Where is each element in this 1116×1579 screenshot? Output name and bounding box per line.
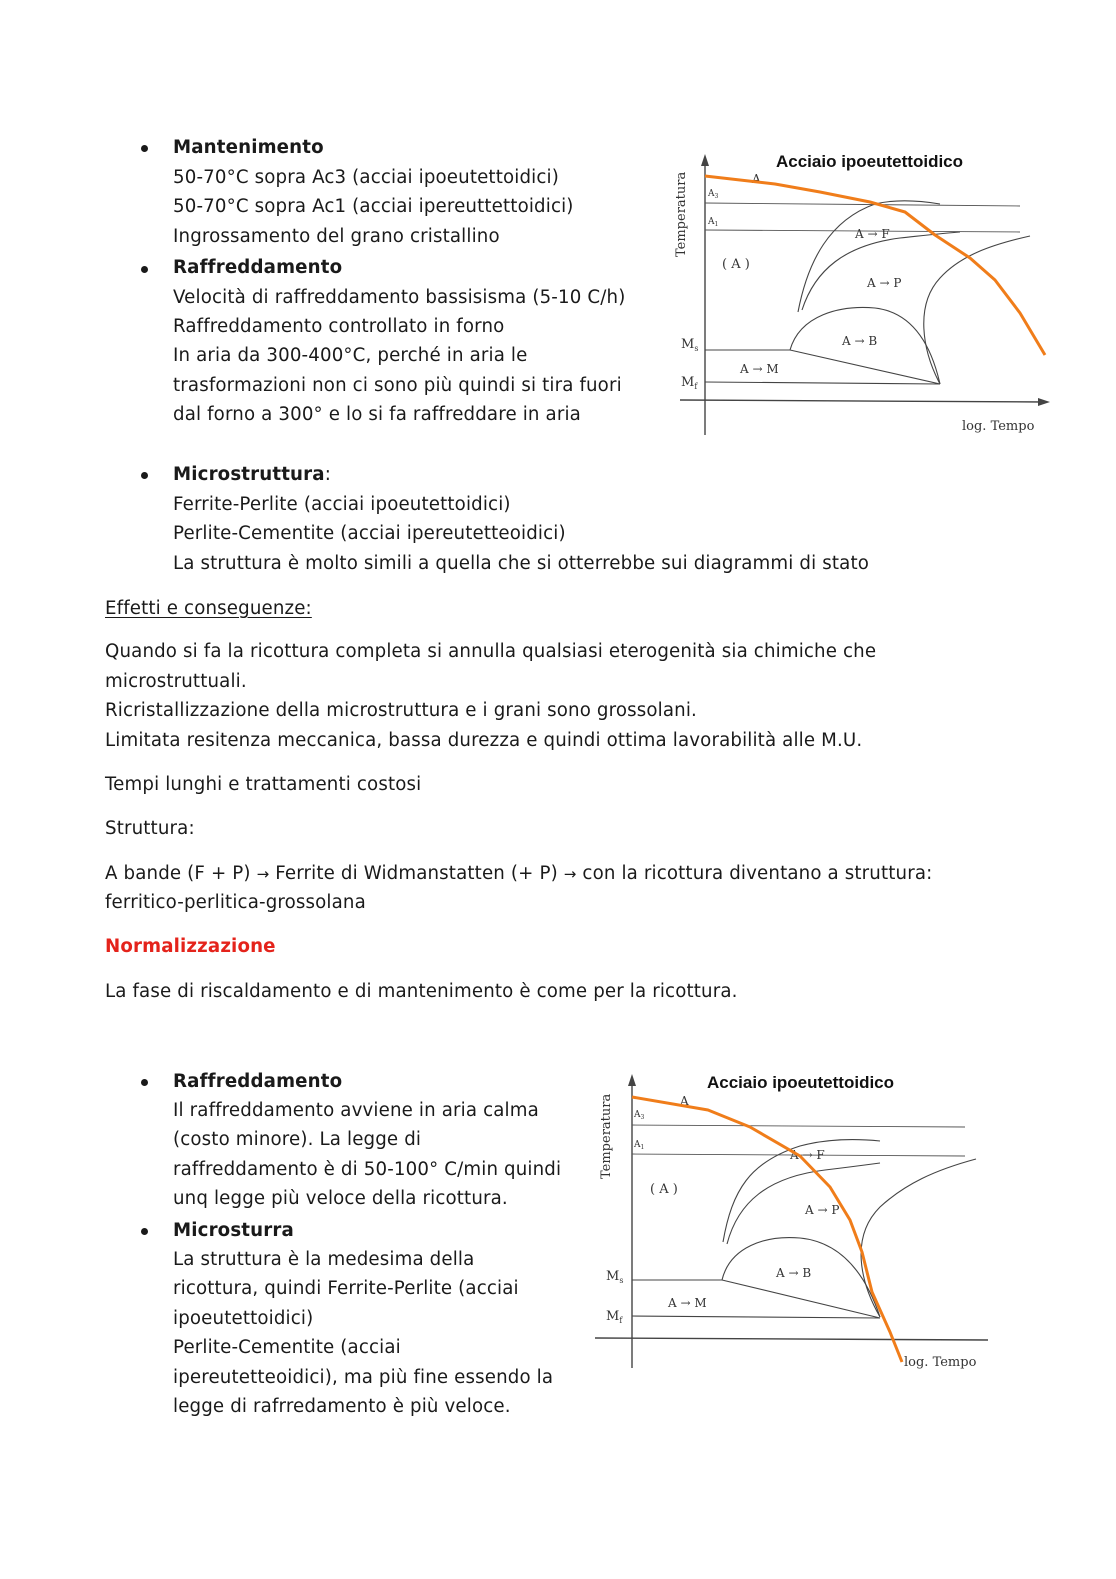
- diagram1-ap-label: A → P: [867, 276, 902, 290]
- diagram2-y-axis-arrow: [628, 1074, 636, 1086]
- effetti-line-1: Quando si fa la ricottura completa si annulla qualsiasi eterogenità sia chimiche che: [105, 641, 877, 662]
- diagram2-a1-label: $A_1$: [634, 1140, 645, 1151]
- bullet-mantenimento: [141, 145, 148, 152]
- microstruttura-colon: :: [324, 464, 331, 485]
- mantenimento-line-3: Ingrossamento del grano cristallino: [173, 226, 500, 247]
- diagram1-mf-line: [705, 382, 940, 384]
- diagram1-a3-label: $A_3$: [708, 189, 719, 200]
- diagram1-a1-label: $A_1$: [708, 217, 719, 228]
- heading-mantenimento: Mantenimento: [173, 137, 324, 158]
- diagram1-title: Acciaio ipoeutettoidico: [776, 152, 964, 171]
- microsturra-line-2: ricottura, quindi Ferrite-Perlite (acciai: [173, 1278, 519, 1299]
- diagram1-a-label: A: [752, 172, 761, 186]
- diagram1-x-axis-arrow: [1038, 398, 1050, 406]
- diagram1-ms-label: $M_s$: [681, 337, 699, 353]
- bande-part-3: con la ricottura diventano a struttura:: [582, 863, 933, 884]
- diagram1-ferrite-start-curve: [798, 201, 940, 312]
- diagram2-pearlite-end-curve: [861, 1159, 976, 1317]
- diagram1-ab-label: A → B: [842, 334, 878, 348]
- microsturra-line-3: ipoeutettoidici): [173, 1308, 314, 1329]
- diagram2-x-label: log. Tempo: [904, 1355, 977, 1370]
- diagram2-cooling-curve: [632, 1097, 902, 1362]
- heading-raffreddamento-2: Raffreddamento: [173, 1071, 343, 1092]
- raffreddamento-line-5: dal forno a 300° e lo si fa raffreddare in aria: [173, 404, 581, 425]
- diagram2-am-label: A → M: [668, 1296, 707, 1310]
- microstruttura-line-2: Perlite-Cementite (acciai ipereutetteoidici): [173, 523, 566, 544]
- diagram2-x-axis: [595, 1338, 988, 1340]
- diagram1-am-diagonal: [790, 350, 940, 384]
- diagram1-mf-label: $M_f$: [681, 375, 698, 391]
- heading-microstruttura: [173, 463, 331, 487]
- diagram2-a3-line: [632, 1125, 965, 1127]
- raffreddamento-line-1: Velocità di raffreddamento bassisisma (5-10 C/h): [173, 287, 626, 308]
- diagram2-a3-label: $A_3$: [634, 1110, 645, 1121]
- diagram1-ferrite-end-curve: [802, 232, 960, 310]
- raffreddamento-line-4: trasformazioni non ci sono più quindi si tira fuori: [173, 375, 622, 396]
- raffreddamento2-line-4: unq legge più veloce della ricottura.: [173, 1188, 508, 1209]
- mantenimento-line-1: 50-70°C sopra Ac3 (acciai ipoeutettoidici): [173, 167, 559, 188]
- bullet-microsturra: [141, 1228, 148, 1235]
- diagram2-title: Acciaio ipoeutettoidico: [707, 1073, 895, 1092]
- diagram2-af-label: A → F: [790, 1148, 825, 1162]
- cct-diagram-normalizzazione: [590, 1062, 990, 1370]
- diagram2-ap-label: A → P: [805, 1203, 840, 1217]
- normalizzazione-intro: La fase di riscaldamento e di mantenimento è come per la ricottura.: [105, 981, 738, 1002]
- effetti-line-4: Limitata resitenza meccanica, bassa durezza e quindi ottima lavorabilità alle M.U.: [105, 730, 863, 751]
- bullet-raffreddamento: [141, 266, 148, 273]
- diagram2-region-a: ( A ): [650, 1182, 678, 1197]
- bande-part-2: Ferrite di Widmanstatten (+ P): [275, 863, 558, 884]
- diagram2-a-label: A: [680, 1094, 689, 1108]
- diagram1-cooling-curve: [705, 176, 1045, 355]
- raffreddamento-line-3: In aria da 300-400°C, perché in aria le: [173, 345, 528, 366]
- bande-part-1: A bande (F + P): [105, 863, 251, 884]
- diagram1-af-label: A → F: [855, 227, 890, 241]
- raffreddamento2-line-3: raffreddamento è di 50-100° C/min quindi: [173, 1159, 562, 1180]
- microsturra-line-6: legge di rafrredamento è più veloce.: [173, 1396, 511, 1417]
- mantenimento-line-2: 50-70°C sopra Ac1 (acciai ipereuttettoidici): [173, 196, 574, 217]
- tempi-line: Tempi lunghi e trattamenti costosi: [105, 774, 422, 795]
- diagram1-region-a: ( A ): [722, 257, 750, 272]
- microsturra-line-4: Perlite-Cementite (acciai: [173, 1337, 401, 1358]
- arrow-2: →: [563, 865, 577, 883]
- diagram2-ms-label: $M_s$: [606, 1269, 624, 1285]
- raffreddamento2-line-2: (costo minore). La legge di: [173, 1129, 422, 1150]
- diagram1-y-axis-arrow: [701, 154, 709, 166]
- diagram2-mf-line: [632, 1316, 880, 1318]
- diagram1-am-label: A → M: [740, 362, 779, 376]
- bullet-microstruttura: [141, 472, 148, 479]
- microsturra-line-5: ipereutetteoidici), ma più fine essendo la: [173, 1367, 554, 1388]
- diagram2-mf-label: $M_f$: [606, 1309, 623, 1325]
- diagram1-pearlite-end-curve: [924, 236, 1030, 384]
- diagram1-y-label: Temperatura: [674, 171, 689, 257]
- raffreddamento-line-2: Raffreddamento controllato in forno: [173, 316, 505, 337]
- bullet-raffreddamento-2: [141, 1079, 148, 1086]
- raffreddamento2-line-1: Il raffreddamento avviene in aria calma: [173, 1100, 539, 1121]
- microstruttura-line-3: La struttura è molto simili a quella che si otterrebbe sui diagrammi di stato: [173, 553, 870, 574]
- diagram1-a3-line: [705, 203, 1020, 206]
- diagram1-x-axis: [680, 400, 1045, 402]
- heading-microsturra: Microsturra: [173, 1220, 294, 1241]
- diagram2-am-diagonal: [722, 1280, 880, 1318]
- diagram1-x-label: log. Tempo: [962, 419, 1035, 434]
- heading-normalizzazione: Normalizzazione: [105, 936, 276, 957]
- bande-line-2: ferritico-perlitica-grossolana: [105, 892, 366, 913]
- cct-diagram-ricottura: [660, 140, 1060, 440]
- heading-raffreddamento: Raffreddamento: [173, 257, 343, 278]
- arrow-1: →: [256, 865, 270, 883]
- heading-effetti: Effetti e conseguenze:: [105, 598, 312, 619]
- diagram2-y-label: Temperatura: [599, 1093, 614, 1179]
- struttura-label: Struttura:: [105, 818, 195, 839]
- diagram2-ab-label: A → B: [776, 1266, 812, 1280]
- microstruttura-title: Microstruttura: [173, 464, 325, 485]
- bande-line-1: [105, 862, 932, 886]
- microsturra-line-1: La struttura è la medesima della: [173, 1249, 475, 1270]
- microstruttura-line-1: Ferrite-Perlite (acciai ipoeutettoidici): [173, 494, 511, 515]
- effetti-line-3: Ricristallizzazione della microstruttura e i grani sono grossolani.: [105, 700, 697, 721]
- effetti-line-2: microstruttuali.: [105, 671, 247, 692]
